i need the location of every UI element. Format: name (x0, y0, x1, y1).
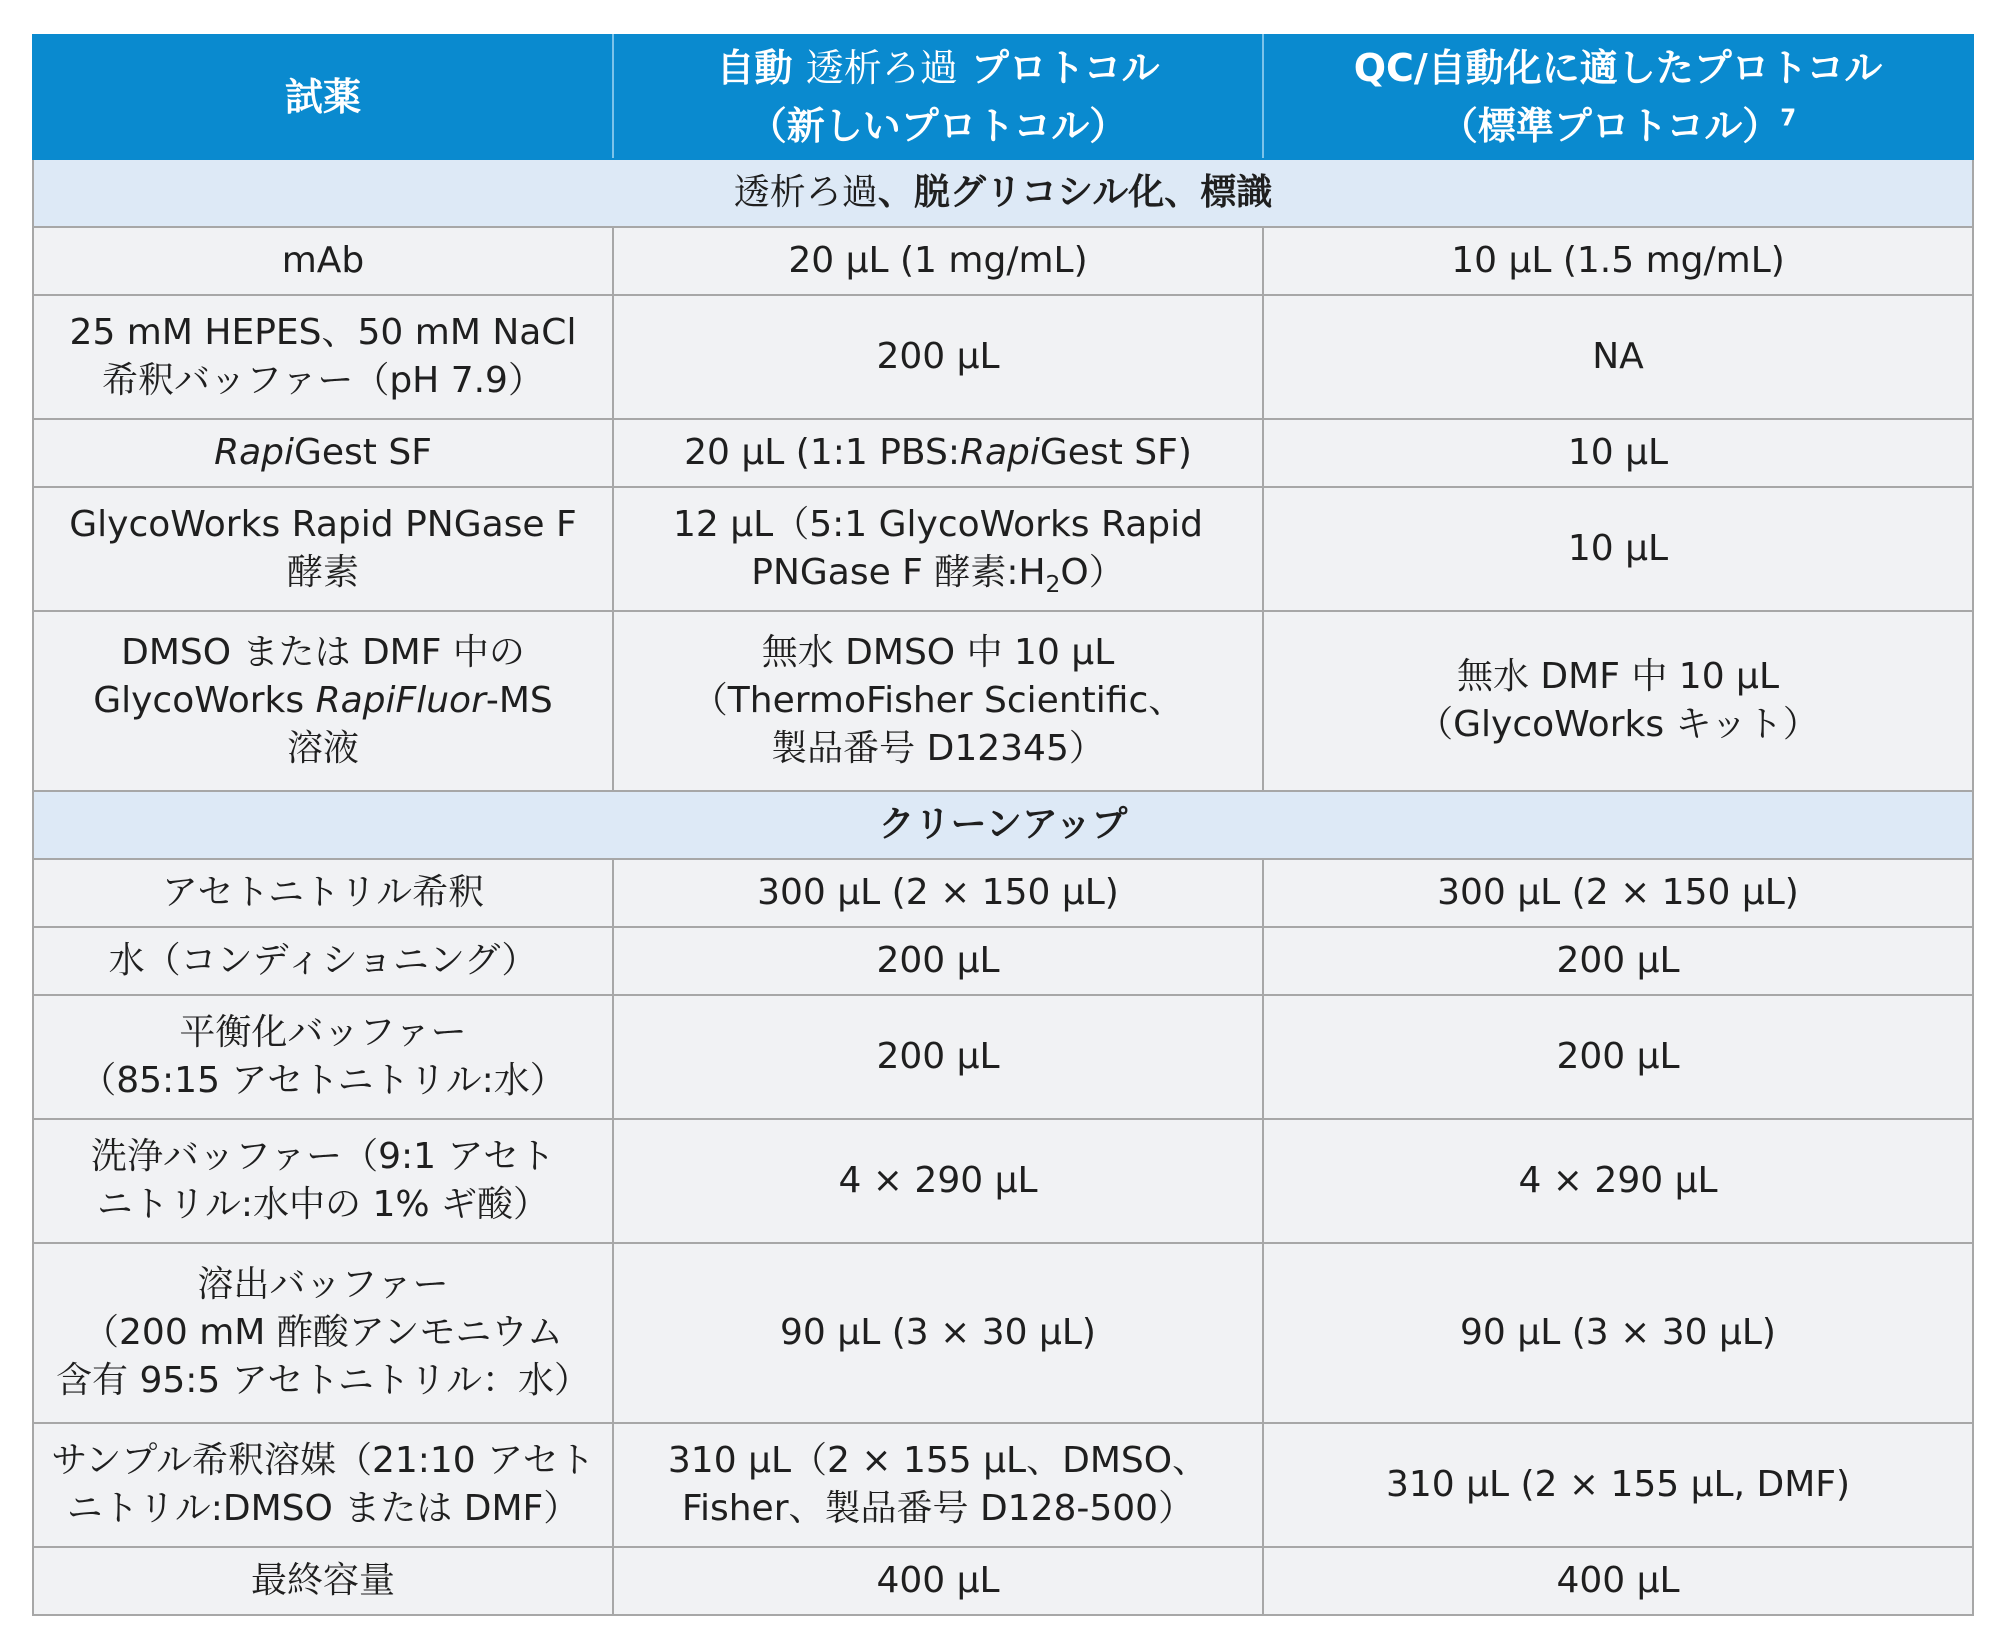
cell-text: Gest SF (294, 432, 432, 473)
table-row-final-volume (33, 1547, 1973, 1615)
cell-std: 200 µL (1263, 927, 1973, 995)
cell-line: 溶出バッファー (197, 1264, 449, 1305)
header-new-protocol (613, 35, 1263, 159)
protocol-table-page (32, 34, 1972, 1616)
cell-reagent (33, 995, 613, 1119)
cell-text: Gest SF) (1039, 432, 1192, 473)
cell-reagent: 水（コンディショニング） (33, 927, 613, 995)
table-row-pngase (33, 487, 1973, 611)
cell-line: （85:15 アセトニトリル:水） (80, 1060, 566, 1101)
section-row-diafiltration (33, 159, 1973, 227)
italic-text: Rapi (214, 432, 294, 473)
cell-line: 無水 DMSO 中 10 µL (761, 632, 1115, 673)
cell-line: 平衡化バッファー (179, 1012, 467, 1053)
cell-std: NA (1263, 295, 1973, 419)
cell-line: 洗浄バッファー（9:1 アセト (90, 1136, 556, 1177)
cell-line: ニトリル:水中の 1% ギ酸） (96, 1184, 550, 1225)
table-row-equilibration (33, 995, 1973, 1119)
cell-new: 200 µL (613, 295, 1263, 419)
cell-line: （ThermoFisher Scientific、 (691, 680, 1185, 721)
table-row-hepes (33, 295, 1973, 419)
cell-line: ニトリル:DMSO または DMF） (66, 1488, 580, 1529)
cell-reagent (33, 419, 613, 487)
subscript: 2 (1045, 570, 1061, 599)
cell-std: 300 µL (2 × 150 µL) (1263, 859, 1973, 927)
cell-line: GlycoWorks Rapid PNGase F (69, 504, 577, 545)
section2-label: クリーンアップ (878, 804, 1128, 845)
header-std-line1: QC/自動化に適したプロトコル (1353, 46, 1883, 90)
cell-new (613, 419, 1263, 487)
header-new-line2: （新しいプロトコル） (748, 104, 1128, 148)
cell-new (613, 1423, 1263, 1547)
cell-std: 10 µL (1263, 419, 1973, 487)
header-reagent: 試薬 (33, 35, 613, 159)
cell-line: 溶液 (286, 728, 359, 769)
cell-line: DMSO または DMF 中の (121, 632, 525, 673)
section1-normal: 透析ろ過 (733, 172, 878, 213)
cell-std: 4 × 290 µL (1263, 1119, 1973, 1243)
cell-reagent (33, 1243, 613, 1423)
table-row-elution (33, 1243, 1973, 1423)
cell-line: 製品番号 D12345） (771, 728, 1105, 769)
cell-text: -MS (485, 680, 553, 721)
cell-new: 20 µL (1 mg/mL) (613, 227, 1263, 295)
header-std-line2: （標準プロトコル） (1439, 104, 1781, 148)
cell-std: 90 µL (3 × 30 µL) (1263, 1243, 1973, 1423)
cell-new: 200 µL (613, 927, 1263, 995)
header-new-a: 自動 (716, 46, 793, 90)
cell-line: 310 µL（2 × 155 µL、DMSO、 (667, 1440, 1209, 1481)
cell-new: 300 µL (2 × 150 µL) (613, 859, 1263, 927)
cell-std: 200 µL (1263, 995, 1973, 1119)
protocol-comparison-table (32, 34, 1974, 1616)
cell-std (1263, 611, 1973, 791)
cell-line: サンプル希釈溶媒（21:10 アセト (51, 1440, 595, 1481)
table-row-acn (33, 859, 1973, 927)
cell-reagent: 最終容量 (33, 1547, 613, 1615)
header-new-b: 透析ろ過 (805, 46, 958, 90)
cell-reagent (33, 295, 613, 419)
cell-std: 10 µL (1.5 mg/mL) (1263, 227, 1973, 295)
cell-new: 90 µL (3 × 30 µL) (613, 1243, 1263, 1423)
cell-new: 400 µL (613, 1547, 1263, 1615)
cell-new: 200 µL (613, 995, 1263, 1119)
cell-line: 無水 DMF 中 10 µL (1456, 656, 1780, 697)
cell-std: 400 µL (1263, 1547, 1973, 1615)
header-standard-protocol (1263, 35, 1973, 159)
section-row-cleanup (33, 791, 1973, 859)
cell-std: 10 µL (1263, 487, 1973, 611)
cell-line: 希釈バッファー（pH 7.9） (102, 360, 544, 401)
italic-text: RapiFluor (315, 680, 486, 721)
cell-line: （GlycoWorks キット） (1417, 704, 1819, 745)
table-row-water (33, 927, 1973, 995)
table-row-mab (33, 227, 1973, 295)
table-header-row (33, 35, 1973, 159)
cell-line: 12 µL（5:1 GlycoWorks Rapid (673, 504, 1203, 545)
table-row-wash (33, 1119, 1973, 1243)
cell-text: GlycoWorks (93, 680, 316, 721)
cell-std: 310 µL (2 × 155 µL, DMF) (1263, 1423, 1973, 1547)
italic-text: Rapi (959, 432, 1040, 473)
section1-bold: 、脱グリコシル化、標識 (877, 172, 1273, 213)
cell-reagent: アセトニトリル希釈 (33, 859, 613, 927)
cell-new (613, 611, 1263, 791)
table-row-rapifluor (33, 611, 1973, 791)
cell-line: （200 mM 酢酸アンモニウム (83, 1312, 563, 1353)
cell-reagent: mAb (33, 227, 613, 295)
cell-text: O） (1060, 552, 1125, 593)
cell-line: 25 mM HEPES、50 mM NaCl (69, 312, 577, 353)
cell-reagent (33, 1119, 613, 1243)
cell-new (613, 487, 1263, 611)
table-row-diluent (33, 1423, 1973, 1547)
table-row-rapigest (33, 419, 1973, 487)
header-std-ref: 7 (1780, 105, 1797, 132)
cell-reagent (33, 611, 613, 791)
cell-new: 4 × 290 µL (613, 1119, 1263, 1243)
cell-reagent (33, 1423, 613, 1547)
cell-line: 酵素 (286, 552, 359, 593)
cell-line: Fisher、製品番号 D128-500） (681, 1488, 1195, 1529)
header-new-c: プロトコル (971, 46, 1160, 90)
cell-line: 含有 95:5 アセトニトリル：水） (56, 1360, 590, 1401)
cell-text: PNGase F 酵素:H (751, 552, 1046, 593)
cell-text: 20 µL (1:1 PBS: (684, 432, 960, 473)
cell-reagent (33, 487, 613, 611)
